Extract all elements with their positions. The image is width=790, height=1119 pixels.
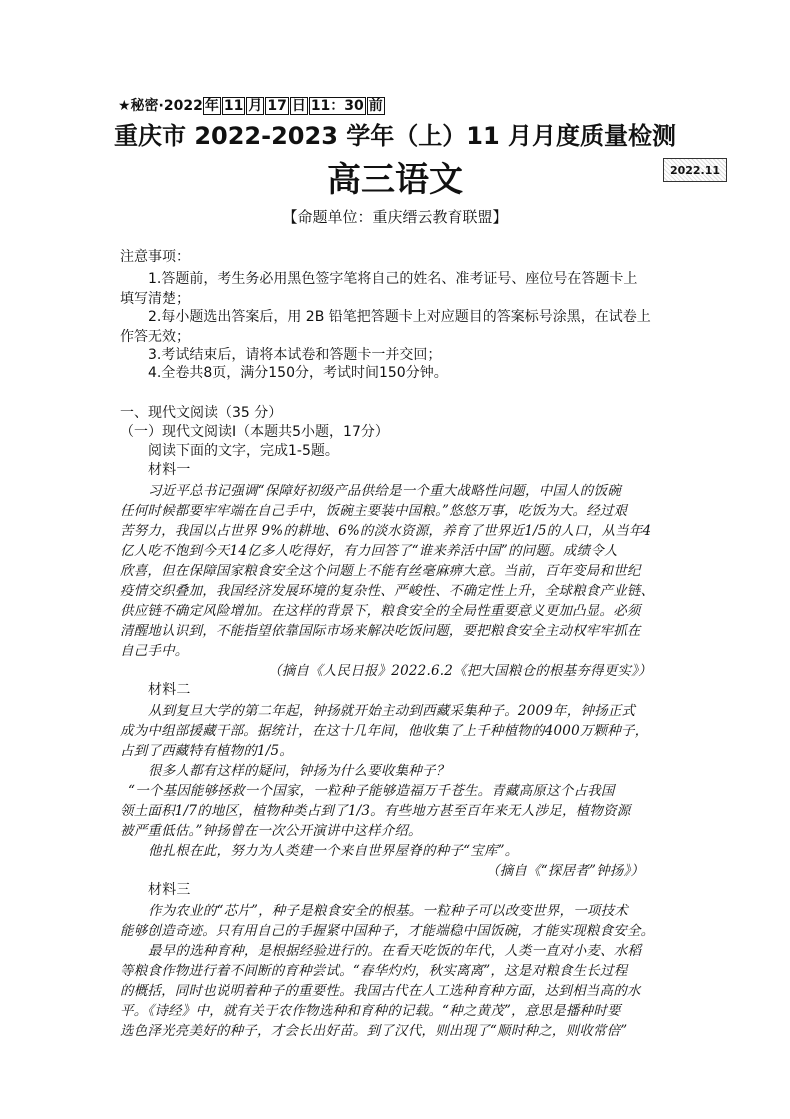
material3-line: 选色泽光亮美好的种子，才会长出好苗。到了汉代，则出现了“顺时种之，则收常倍” [120,1023,628,1039]
material2-line: “一个基因能够拯救一个国家，一粒种子能够造福万千苍生。青藏高原这个占我国 [128,783,615,799]
material3-heading: 材料三 [148,882,191,898]
secret-prefix: ★秘密·2022 [118,98,203,114]
secret-month-char: 月 [248,98,263,114]
note-line: 作答无效； [120,329,190,345]
confidential-notice [118,95,386,115]
material3-line: 最早的选种育种，是根据经验进行的。在看天吃饭的年代，人类一直对小麦、水稻 [148,943,642,959]
material1-line: 欣喜，但在保障国家粮食安全这个问题上不能有丝毫麻痹大意。当前，百年变局和世纪 [120,563,641,579]
section-title: 一、现代文阅读（35 分） [120,405,283,421]
material1-line: 任何时候都要牢牢端在自己手中，饭碗主要装中国粮。”悠悠万事，吃饭为大。经过艰 [120,503,628,519]
secret-day-char: 日 [291,98,306,114]
note-line: 2.每小题选出答案后，用 2B 铅笔把答题卡上对应题目的答案标号涂黑，在试卷上 [148,309,651,325]
material3-line: 等粮食作物进行着不间断的育种尝试。“春华灼灼，秋实离离”，这是对粮食生长过程 [120,963,628,979]
material1-heading: 材料一 [148,462,191,478]
author-unit: 【命题单位：重庆缙云教育联盟】 [282,208,508,226]
material2-line: 占到了西藏特有植物的1/5。 [120,743,294,759]
material2-line: 很多人都有这样的疑问，钟扬为什么要收集种子？ [148,763,450,779]
material3-line: 作为农业的“芯片”，种子是粮食安全的根基。一粒种子可以改变世界，一项技术 [148,903,629,919]
section-subtitle: （一）现代文阅读Ⅰ（本题共5小题，17分） [120,424,389,440]
material1-line: 苦努力，我国以占世界 9%的耕地、6%的淡水资源，养育了世界近1/5的人口，从当年4 [120,523,652,539]
material1-line: 清醒地认识到，不能指望依靠国际市场来解决吃饭问题，要把粮食安全主动权牢牢抓在 [120,623,641,639]
material3-line: 能够创造奇迹。只有用自己的手握紧中国种子，才能端稳中国饭碗，才能实现粮食安全。 [120,923,655,939]
secret-month: 11 [223,98,244,114]
material3-line: 的概括，同时也说明着种子的重要性。我国古代在人工选种育种方面，达到相当高的水 [120,983,641,999]
material3-line: 平。《诗经》中，就有关于农作物选种和育种的记载。“种之黄茂”，意思是播种时要 [120,1003,621,1019]
material2-source: （摘自《“探居者”钟扬》） [486,863,645,879]
material2-line: 被严重低估。”钟扬曾在一次公开演讲中这样介绍。 [120,823,422,839]
material1-line: 供应链不确定风险增加。在这样的背景下，粮食安全的全局性重要意义更加凸显。必须 [120,603,641,619]
exam-subject: 高三语文 [327,160,463,200]
material2-line: 他扎根在此，努力为人类建一个来自世界屋脊的种子“宝库”。 [148,843,519,859]
material1-line: 亿人吃不饱到今天14亿多人吃得好，有力回答了“谁来养活中国”的问题。成绩令人 [120,543,618,559]
note-line: 3.考试结束后，请将本试卷和答题卡一并交回； [148,347,442,363]
note-line: 填写清楚； [120,291,190,307]
secret-suffix: 前 [368,98,383,114]
note-line: 1.答题前，考生务必用黑色签字笔将自己的姓名、准考证号、座位号在答题卡上 [148,271,638,287]
material2-heading: 材料二 [148,682,191,698]
material1-line: 疫情交织叠加，我国经济发展环境的复杂性、严峻性、不确定性上升，全球粮食产业链、 [120,583,655,599]
material1-line: 自己手中。 [120,643,189,659]
date-badge: 2022.11 [663,158,727,182]
material1-source: （摘自《人民日报》2022.6.2《把大国粮仓的根基夯得更实》） [268,663,652,679]
note-line: 4.全卷共8页，满分150分，考试时间150分钟。 [148,365,448,381]
material2-line: 成为中组部援藏干部。据统计，在这十几年间，他收集了上千种植物的4000万颗种子， [120,723,649,739]
material2-line: 领土面积1/7的地区，植物种类占到了1/3。有些地方甚至百年来无人涉足，植物资源 [120,803,631,819]
secret-day: 17 [267,98,287,114]
secret-time: 11：30 [310,98,364,114]
notes-heading: 注意事项： [120,249,190,265]
material2-line: 从到复旦大学的第二年起，钟扬就开始主动到西藏采集种子。2009年，钟扬正式 [148,703,636,719]
section-instruction: 阅读下面的文字，完成1-5题。 [148,443,339,459]
material1-line: 习近平总书记强调“保障好初级产品供给是一个重大战略性问题，中国人的饭碗 [148,483,621,499]
exam-title: 重庆市 2022-2023 学年（上）11 月月度质量检测 [113,122,677,150]
secret-year-char: 年 [204,98,219,114]
